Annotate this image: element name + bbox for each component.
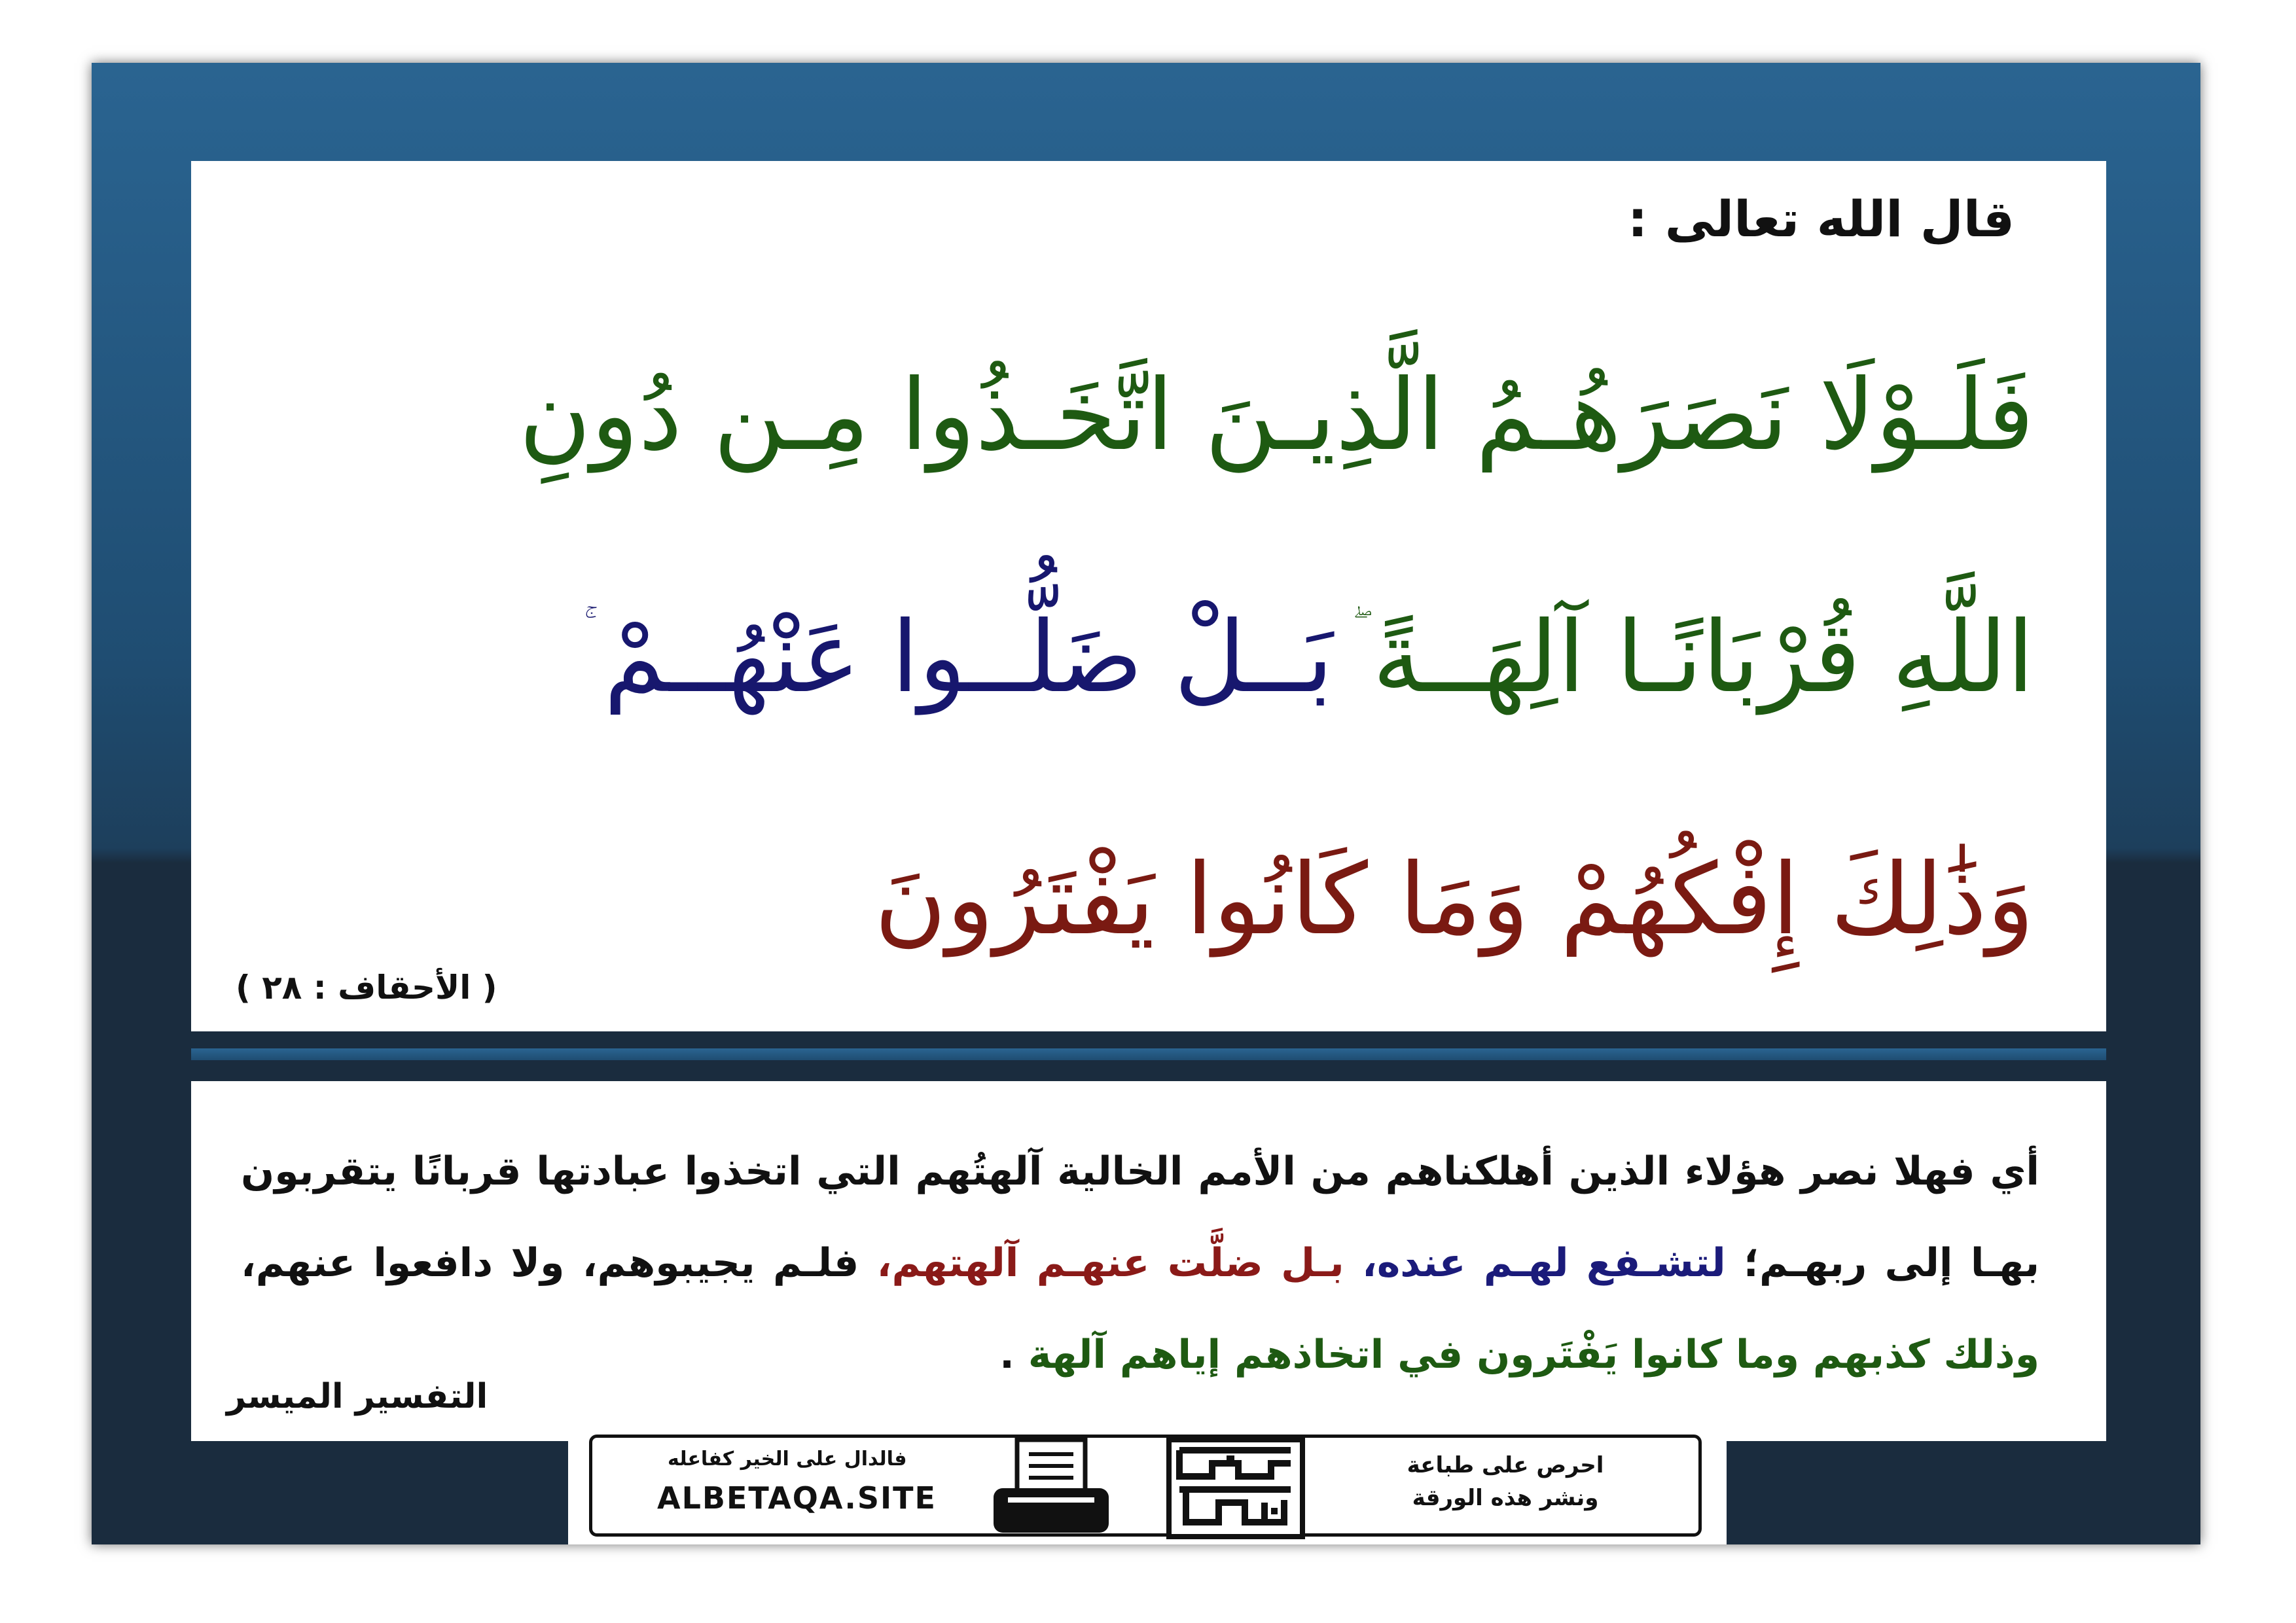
kufic-square-logo [1166, 1437, 1305, 1542]
footer-slogan: فالدال على الخير كفاعله [668, 1448, 907, 1471]
call-line-1: احرص على طباعة [1407, 1452, 1604, 1478]
tafsir-part-6: . [999, 1332, 1028, 1378]
call-line-2: ونشر هذه الورقة [1412, 1485, 1599, 1511]
verse-line-1: فَلَـوْلَا نَصَرَهُـمُ الَّذِيـنَ اتَّخَـذُوا مِـن دُونِ [518, 359, 2034, 473]
verse-intro: قال الله تعالى : [1627, 190, 2015, 248]
tafsir-part-4: فلـم يجيبوهم، ولا دافعوا عنهم، [241, 1240, 859, 1286]
verse-reference: ( الأحقاف : ٢٨ ) [236, 969, 497, 1007]
tafsir-part-1: أي فهلا نصر هؤلاء الذين أهلكناهم من الأمم الخالية آلهتُهم التي اتخذوا عبادتها قربانًا يتقربون بهـا إلى ربهـم؛ [241, 1149, 2040, 1286]
verse-line-3: وَذَٰلِكَ إِفْكُهُمْ وَمَا كَانُوا يَفْتَرُونَ [874, 843, 2034, 957]
footer-call-to-action [1361, 1449, 1649, 1514]
tafsir-part-3: بـل ضلَّت عنهـم آلهتهم، [859, 1240, 1344, 1286]
tafsir-part-2: لتشـفع لهـم عنده، [1344, 1240, 1726, 1286]
divider-stripe [191, 1048, 2106, 1060]
verse-line-2-navy: بَــلْ ضَلُّــوا عَنْهُــمْ [603, 601, 1334, 715]
tafsir-text [241, 1126, 2039, 1400]
tafsir-part-5: وذلك كذبهم وما كانوا يَفْتَرون في اتخاذهم إياهم آلهة [1028, 1332, 2039, 1378]
tafsir-source: التفسير الميسر [226, 1377, 488, 1416]
printer-icon [988, 1437, 1113, 1539]
verse-line-2-green: اللَّهِ قُرْبَانًـا آلِهَــةً [1372, 601, 2034, 715]
footer-site-link[interactable]: ALBETAQA.SITE [657, 1480, 937, 1516]
verse-line-2 [565, 601, 2034, 715]
